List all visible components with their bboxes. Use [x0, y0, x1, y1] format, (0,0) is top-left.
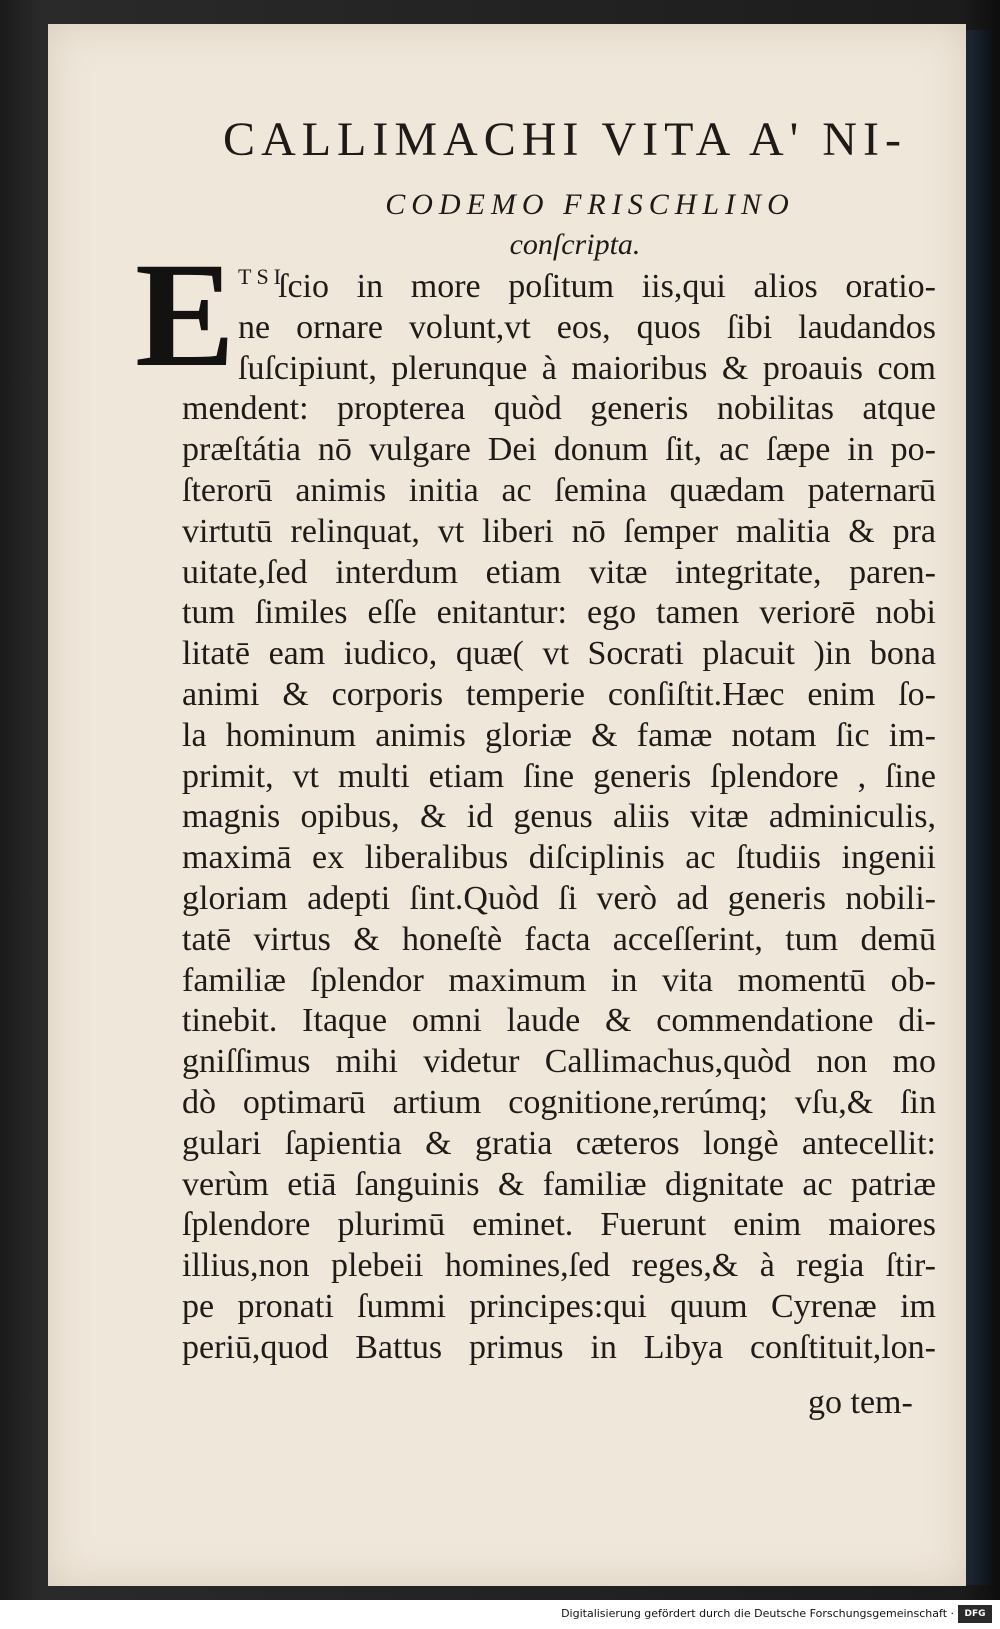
funding-notice: Digitalisierung gefördert durch die Deutsche Forschungsgemeinschaft ·: [561, 1607, 954, 1620]
text-line: magnis opibus, & id genus aliis vitæ adminiculis,: [182, 798, 936, 836]
text-line: dò optimarū artium cognitione,rerúmq; vſu,& ſin: [182, 1084, 936, 1121]
text-line: mendent: propterea quòd generis nobilitas atque: [182, 390, 936, 428]
text-line: primit, vt multi etiam ſine generis ſplendore , ſine: [182, 757, 936, 795]
text-line: uitate,ſed interdum etiam vitæ integritate, paren-: [182, 553, 936, 591]
text-line: gulari ſapientia & gratia cæteros longè antecellit:: [182, 1124, 936, 1162]
text-line: gloriam adepti ſint.Quòd ſi verò ad generis nobili-: [182, 880, 936, 917]
text-line: maximā ex liberalibus diſciplinis ac ſtudiis ingenii: [182, 839, 936, 877]
text-line: pe pronati ſummi principes:qui quum Cyrenæ im: [182, 1288, 936, 1325]
drop-cap: E: [135, 232, 236, 398]
title-line-2: CODEMO FRISCHLINO: [385, 188, 795, 221]
text-line: la hominum animis gloriæ & famæ notam ſic im-: [182, 716, 936, 754]
text-line: periū,quod Battus primus in Libya conſtituit,lon-: [182, 1328, 936, 1366]
text-line: animi & corporis temperie conſiſtit.Hæc enim ſo-: [182, 676, 936, 713]
text-line: præſtátia nō vulgare Dei donum ſit, ac ſæpe in po-: [182, 431, 936, 469]
title-line-1: CALLIMACHI VITA A' NI-: [223, 113, 907, 166]
text-line: ſterorū animis initia ac ſemina quædam paternarū: [182, 472, 936, 509]
text-line: tatē virtus & honeſtè facta acceſſerint, tum demū: [182, 920, 936, 958]
dfg-logo: DFG: [958, 1605, 992, 1623]
text-line: ne ornare volunt,vt eos, quos ſibi laudandos: [238, 308, 936, 346]
text-line: familiæ ſplendor maximum in vita momentū ob-: [182, 961, 936, 999]
text-line: verùm etiā ſanguinis & familiæ dignitate ac patriæ: [182, 1165, 936, 1203]
catchword: go tem-: [808, 1384, 913, 1421]
title-line-3: conſcripta.: [509, 228, 641, 261]
text-line: tinebit. Itaque omni laude & commendatione di-: [182, 1002, 936, 1040]
text-line: ſuſcipiunt, plerunque à maioribus & proauis com: [238, 349, 936, 387]
text-line: illius,non plebeii homines,ſed reges,& à regia ſtir-: [182, 1247, 936, 1285]
footer-bar: [0, 1600, 1000, 1629]
text-line: litatē eam iudico, quæ( vt Socrati placuit )in bona: [182, 635, 936, 673]
text-line: virtutū relinquat, vt liberi nō ſemper malitia & pra: [182, 512, 936, 550]
text-line: gniſſimus mihi videtur Callimachus,quòd non mo: [182, 1043, 936, 1081]
text-line: ſplendore plurimū eminet. Fuerunt enim maiores: [182, 1206, 936, 1244]
text-line: tum ſimiles eſſe enitantur: ego tamen veriorē nobi: [182, 594, 936, 632]
lead-word: TSI: [238, 264, 286, 289]
text-line: ſcio in more poſitum iis,qui alios oratio-: [278, 268, 936, 305]
